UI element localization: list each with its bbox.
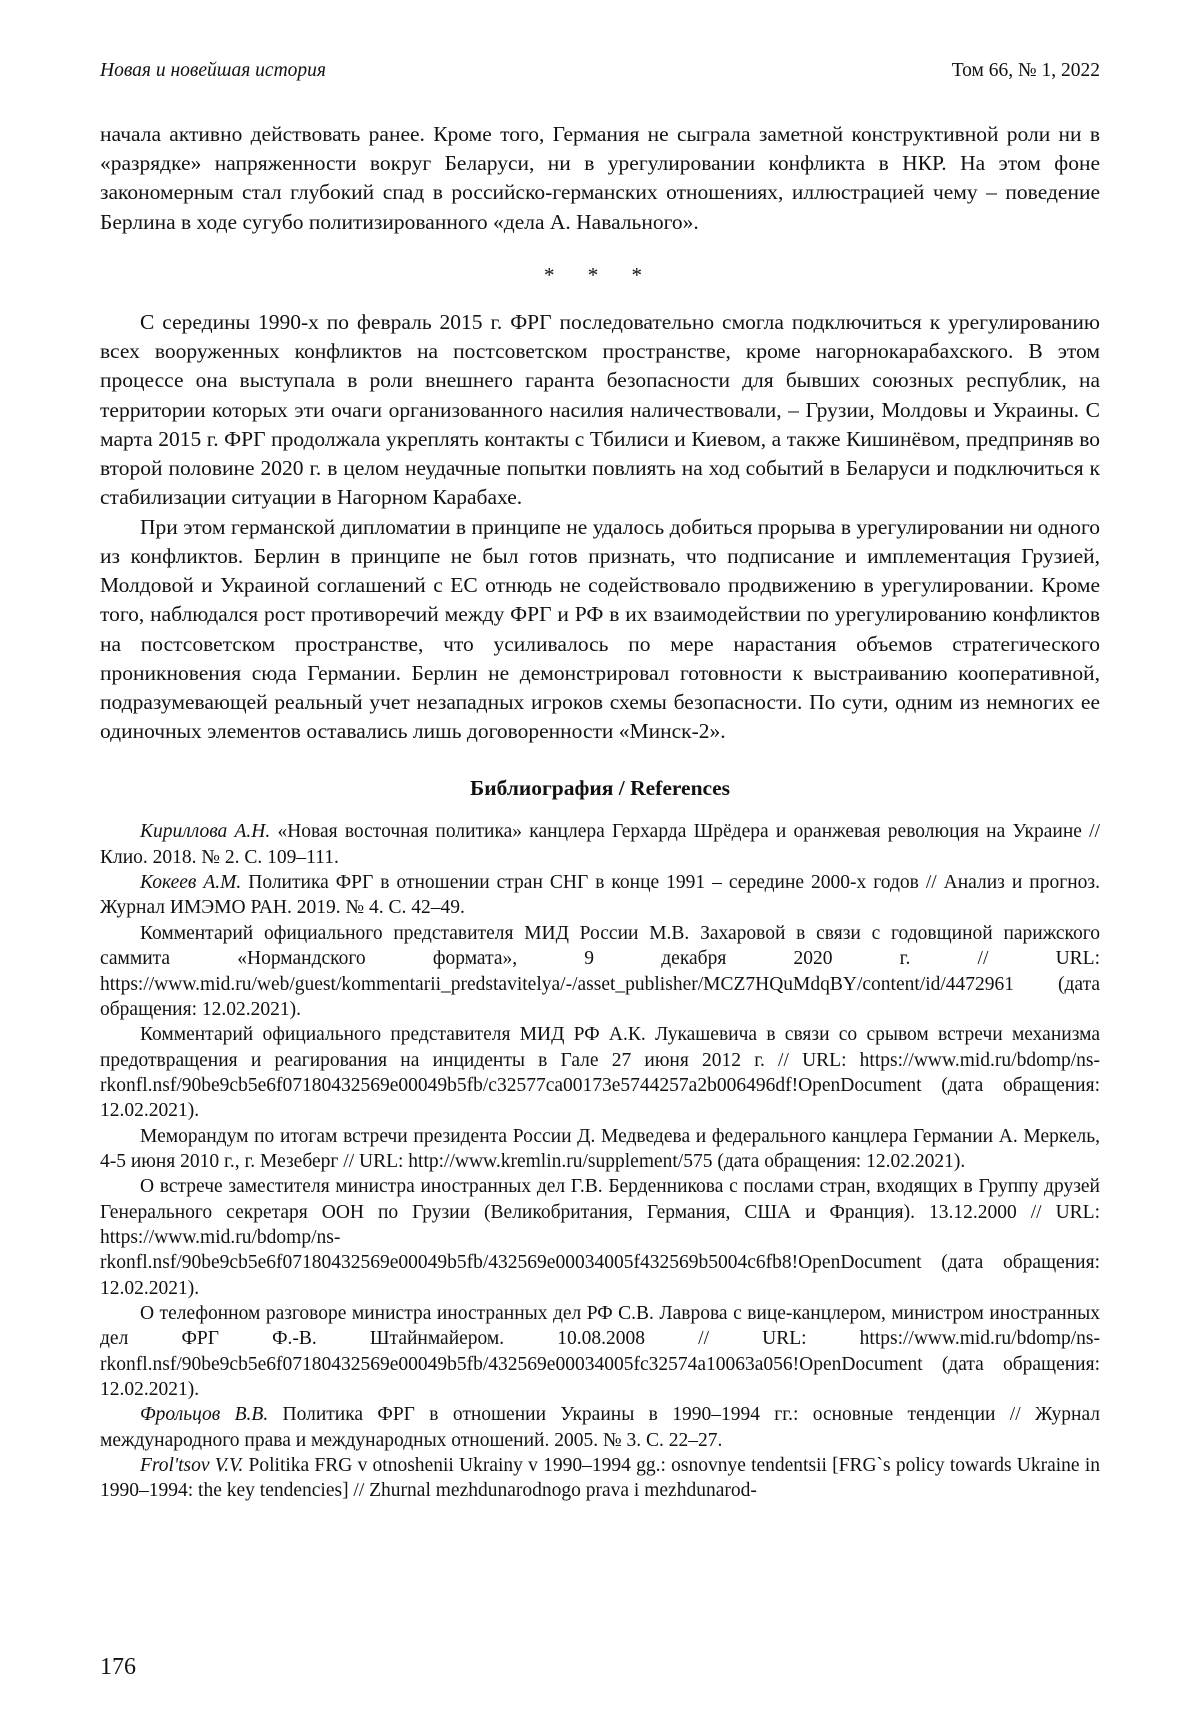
reference-text: Меморандум по итогам встречи президента России Д. Медведева и федерального канцлера Германии А. Меркель, 4-5 июня 2010 г., г. Мезеберг // URL: http://www.kremlin.ru/supplement/575 (дата обращения: 12.02.2021). [100,1125,1100,1172]
list-item [100,1174,1100,1301]
reference-text: Политика ФРГ в отношении Украины в 1990–1994 гг.: основные тенденции // Журнал международного права и международных отношений. 2005. № 3. С. 22–27. [100,1404,1101,1451]
list-item [100,1453,1100,1504]
bibliography-heading: Библиография / References [470,776,730,801]
list-item [100,1402,1100,1453]
list-item [100,1022,1100,1123]
reference-text: Комментарий официального представителя МИД РФ А.К. Лукашевича в связи со срывом встречи механизма предотвращения и реагирования на инциденты в Гале 27 июня 2012 г. // URL: https://www.mid.ru/bdomp/ns-rkonfl.nsf/90be9cb5e6f07180432569e00049b5fb/c32577ca00173e5744257a2b006496df!OpenDocument (дата обращения: 12.02.2021). [100,1024,1100,1122]
list-item [100,819,1100,870]
list-item [100,1124,1100,1175]
reference-author: Кириллова А.Н. [140,821,271,843]
reference-text: Комментарий официального представителя МИД России М.В. Захаровой в связи с годовщиной парижского саммита «Нормандского формата», 9 декабря 2020 г. // URL: https://www.mid.ru/web/guest/kommentarii_predstavitelya/-/asset_publisher/MCZ7HQuMdqBY/content/id/4472961 (дата обращения: 12.02.2021). [100,922,1100,1020]
running-head [100,60,1100,82]
page-content [100,60,1100,1504]
journal-title: Новая и новейшая история [100,60,326,81]
reference-text: «Новая восточная политика» канцлера Герхарда Шрёдера и оранжевая революция на Украине // Клио. 2018. № 2. С. 109–111. [100,821,1100,868]
list-item [100,1301,1100,1402]
issue-info: Том 66, № 1, 2022 [951,60,1100,81]
reference-author: Кокеев А.М. [140,872,242,894]
body-paragraph-1: начала активно действовать ранее. Кроме того, Германия не сыграла заметной конструктивной роли ни в «разрядке» напряженности вокруг Беларуси, ни в урегулировании конфликта в НКР. На этом фоне закономерным стал глубокий спад в российско-германских отношениях, иллюстрацией чему – поведение Берлина в ходе сугубо политизированного «дела А. Навального». [100,122,1100,234]
page-number: 176 [100,1654,136,1680]
body-paragraph-2: С середины 1990-х по февраль 2015 г. ФРГ последовательно смогла подключиться к урегулированию всех вооруженных конфликтов на постсоветском пространстве, кроме нагорнокарабахского. В этом процессе она выступала в роли внешнего гаранта безопасности для бывших союзных республик, на территории которых эти очаги организованного насилия наличествовали, – Грузии, Молдовы и Украины. С марта 2015 г. ФРГ продолжала укреплять контакты с Тбилиси и Киевом, а также Кишинёвом, предприняв во второй половине 2020 г. в целом неудачные попытки повлиять на ход событий в Беларуси и подключиться к стабилизации ситуации в Нагорном Карабахе. [100,309,1100,510]
body-paragraph-3: При этом германской дипломатии в принципе не удалось добиться прорыва в урегулировании ни одного из конфликтов. Берлин в принципе не был готов признать, что подписание и имплементация Грузией, Молдовой и Украиной соглашений с ЕС отнюдь не содействовало продвижению в урегулировании. Кроме того, наблюдался рост противоречий между ФРГ и РФ в их взаимодействии по урегулированию конфликтов на постсоветском пространстве, что усиливалось по мере нарастания объемов стратегического проникновения сюда Германии. Берлин не демонстрировал готовности к выстраиванию кооперативной, подразумевающей реальный учет незападных игроков схемы безопасности. По сути, одним из немногих ее одиночных элементов оставались лишь договоренности «Минск-2». [100,514,1100,744]
reference-text: Politika FRG v otnoshenii Ukrainy v 1990–1994 gg.: osnovnye tendentsii [FRG`s policy towards Ukraine in 1990–1994: the key tendencies] // Zhurnal mezhdunarodnogo prava i mezhdunarod- [100,1455,1100,1502]
list-item [100,870,1100,921]
list-item [100,921,1100,1022]
reference-author: Фрольцов В.В. [140,1404,269,1426]
reference-text: О телефонном разговоре министра иностранных дел РФ С.В. Лаврова с вице-канцлером, министром иностранных дел ФРГ Ф.-В. Штайнмайером. 10.08.2008 // URL: https://www.mid.ru/bdomp/ns-rkonfl.nsf/90be9cb5e6f07180432569e00049b5fb/432569e00034005fc32574a10063a056!OpenDocument (дата обращения: 12.02.2021). [100,1302,1100,1401]
reference-author: Frol'tsov V.V. [140,1455,244,1477]
section-separator: * * * [544,262,656,287]
bibliography-list [100,819,1100,1503]
reference-text: Политика ФРГ в отношении стран СНГ в конце 1991 – середине 2000-х годов // Анализ и прогноз. Журнал ИМЭМО РАН. 2019. № 4. С. 42–49. [100,872,1100,919]
reference-text: О встрече заместителя министра иностранных дел Г.В. Берденникова с послами стран, входящих в Группу друзей Генерального секретаря ООН по Грузии (Великобритания, Германия, США и Франция). 13.12.2000 // URL: https://www.mid.ru/bdomp/ns-rkonfl.nsf/90be9cb5e6f07180432569e00049b5fb/432569e00034005f432569b5004c6fb8!OpenDocument (дата обращения: 12.02.2021). [100,1176,1100,1299]
